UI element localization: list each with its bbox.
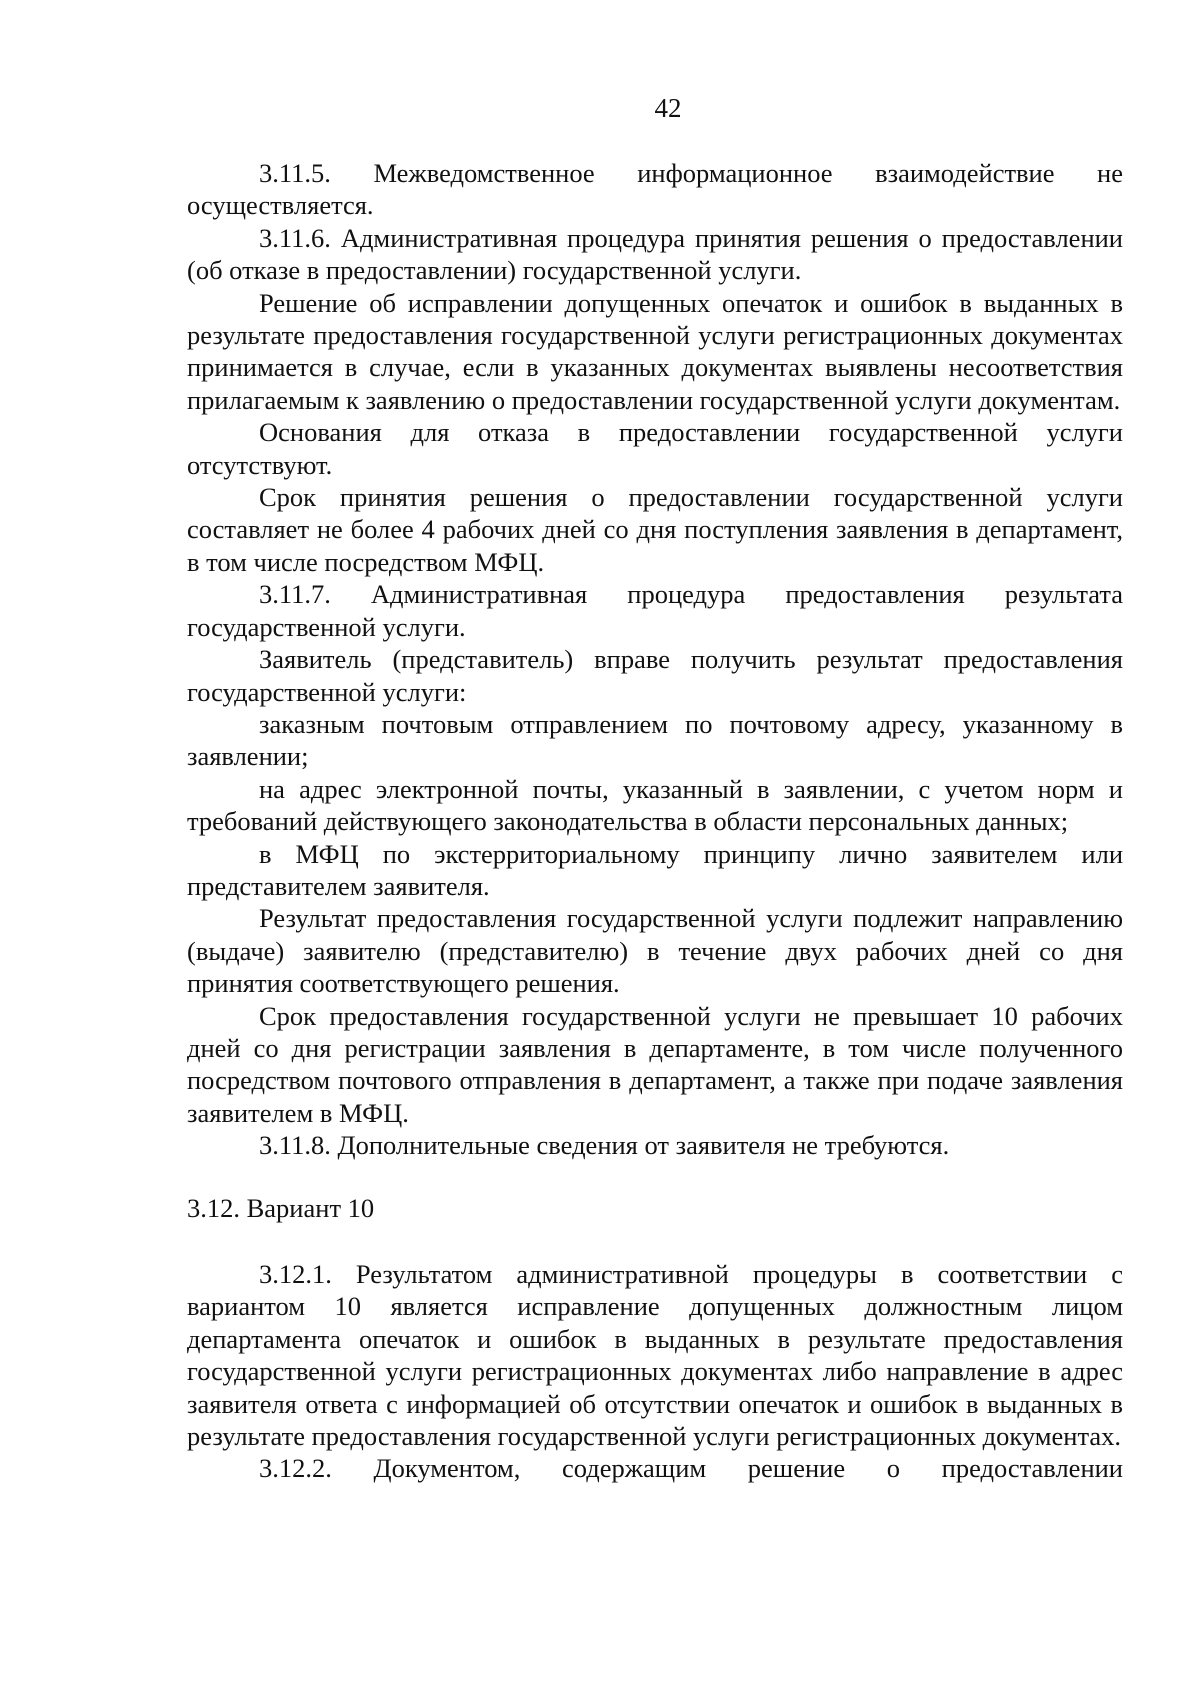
paragraph-decision-term: Срок принятия решения о предоставлении государственной услуги составляет не более 4 рабочих дней со дня поступления заявления в департамент, в том числе посредством МФЦ. bbox=[187, 482, 1123, 577]
page-number: 42 bbox=[654, 93, 682, 123]
paragraph-result-receipt: Заявитель (представитель) вправе получить результат предоставления государственной услуги: bbox=[187, 644, 1123, 707]
section-heading: 3.12. Вариант 10 bbox=[187, 1192, 375, 1223]
list-item-email: на адрес электронной почты, указанный в заявлении, с учетом норм и требований действующего законодательства в области персональных данных; bbox=[187, 773, 1123, 837]
paragraph-3-11-7: 3.11.7. Административная процедура предоставления результата государственной услуги. bbox=[187, 579, 1123, 642]
paragraph-3-12-2: 3.12.2. Документом, содержащим решение о предоставлении bbox=[259, 1453, 1123, 1484]
paragraph-refusal-grounds: Основания для отказа в предоставлении государственной услуги отсутствуют. bbox=[187, 417, 1123, 480]
list-item-mfc: в МФЦ по экстерриториальному принципу лично заявителем или представителем заявителя. bbox=[187, 838, 1123, 901]
paragraph-3-11-6: 3.11.6. Административная процедура принятия решения о предоставлении (об отказе в предоставлении) государственной услуги. bbox=[187, 222, 1123, 286]
paragraph-correction-decision: Решение об исправлении допущенных опечаток и ошибок в выданных в результате предоставления государственной услуги регистрационных документах принимается в случае, если в указанных документах выявлены несоответствия прилагаемым к заявлению о предоставлении государственной услуги документам. bbox=[187, 287, 1123, 415]
paragraph-result-delivery: Результат предоставления государственной услуги подлежит направлению (выдаче) заявителю (представителю) в течение двух рабочих дней со дня принятия соответствующего решения. bbox=[187, 903, 1123, 999]
paragraph-service-term: Срок предоставления государственной услуги не превышает 10 рабочих дней со дня регистрации заявления в департаменте, в том числе полученного посредством почтового отправления в департамент, а также при подаче заявления заявителем в МФЦ. bbox=[187, 1000, 1123, 1128]
document-body bbox=[187, 157, 1123, 1485]
paragraph-3-11-8: 3.11.8. Дополнительные сведения от заявителя не требуются. bbox=[259, 1130, 950, 1161]
list-item-registered-mail: заказным почтовым отправлением по почтовому адресу, указанному в заявлении; bbox=[187, 708, 1123, 772]
paragraph-3-12-1: 3.12.1. Результатом административной процедуры в соответствии с вариантом 10 является исправление допущенных должностным лицом департамента опечаток и ошибок в выданных в результате предоставления государственной услуги регистрационных документах либо направление в адрес заявителя ответа с информацией об отсутствии опечаток и ошибок в выданных в результате предоставления государственной услуги регистрационных документах. bbox=[187, 1259, 1123, 1452]
paragraph-3-11-5: 3.11.5. Межведомственное информационное взаимодействие не осуществляется. bbox=[187, 158, 1123, 221]
